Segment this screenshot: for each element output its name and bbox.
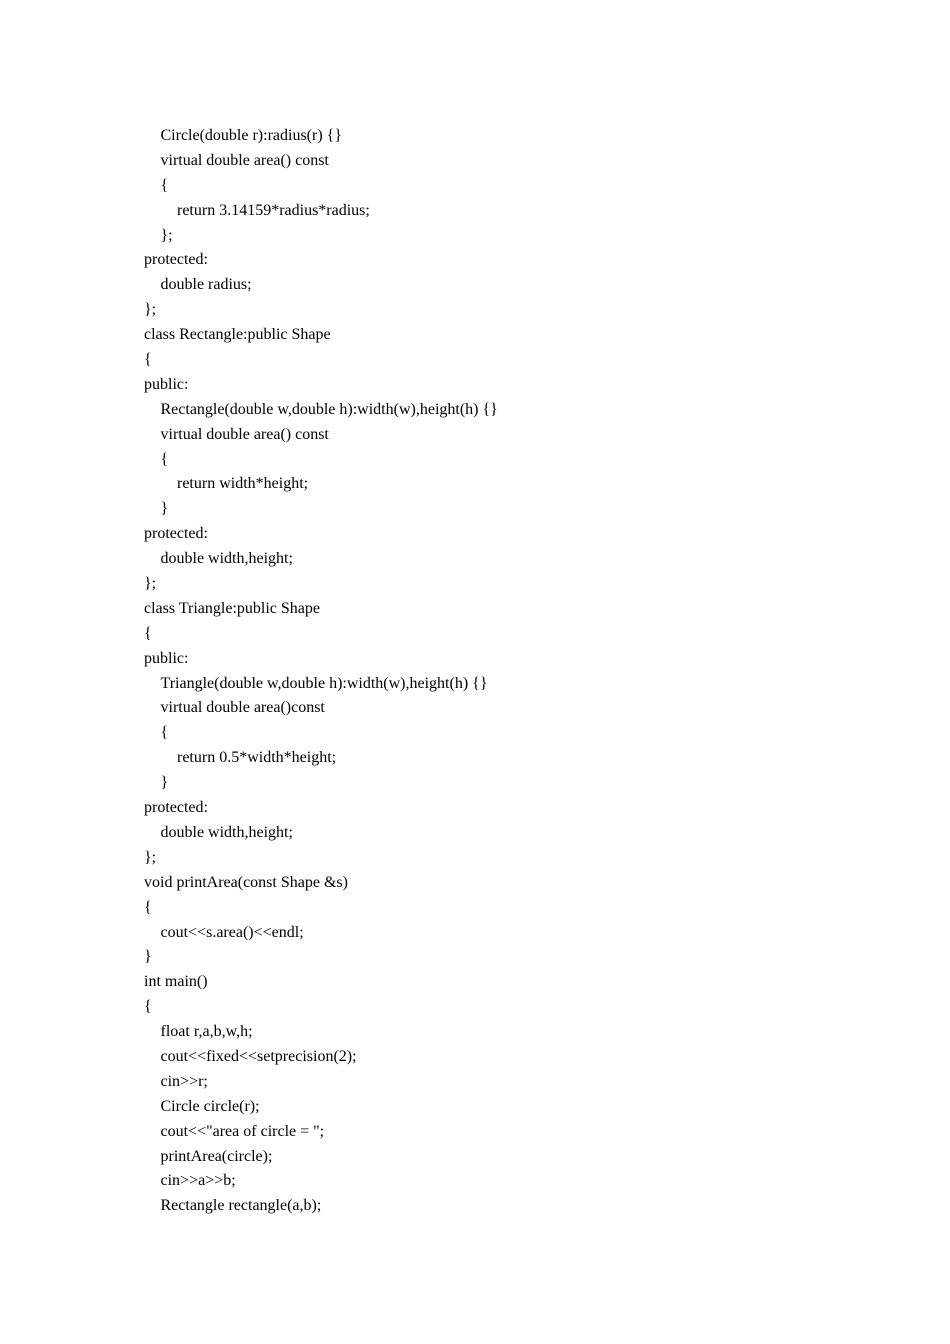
- code-line: {: [144, 624, 152, 642]
- code-line: virtual double area() const: [160, 151, 329, 169]
- code-line: protected:: [144, 525, 208, 543]
- code-line: public:: [144, 375, 189, 393]
- code-line: {: [160, 176, 169, 194]
- code-line: class Triangle:public Shape: [144, 599, 320, 617]
- code-line: int main(): [144, 973, 208, 991]
- code-line: double width,height;: [160, 823, 293, 841]
- code-line: {: [144, 898, 152, 916]
- code-line: {: [160, 450, 169, 468]
- code-line: };: [144, 848, 157, 866]
- code-line: cout<<s.area()<<endl;: [160, 923, 304, 941]
- code-line: }: [144, 948, 152, 966]
- code-line: cin>>a>>b;: [160, 1172, 236, 1190]
- code-line: Triangle(double w,double h):width(w),height(h) {}: [160, 674, 488, 692]
- code-line: return 0.5*width*height;: [177, 749, 337, 767]
- code-line: };: [144, 575, 157, 593]
- code-line: printArea(circle);: [160, 1147, 273, 1165]
- code-line: };: [160, 226, 173, 244]
- code-line: protected:: [144, 799, 208, 817]
- code-line: protected:: [144, 251, 208, 269]
- code-line: {: [160, 724, 169, 742]
- code-line: };: [144, 301, 157, 319]
- code-line: class Rectangle:public Shape: [144, 326, 331, 344]
- code-line: }: [160, 774, 169, 792]
- code-listing: [144, 124, 498, 1219]
- code-line: {: [144, 998, 152, 1016]
- code-line: cout<<fixed<<setprecision(2);: [160, 1047, 357, 1065]
- code-line: double width,height;: [160, 550, 293, 568]
- code-line: double radius;: [160, 276, 252, 294]
- code-line: {: [144, 351, 152, 369]
- code-line: cout<<"area of circle = ";: [160, 1122, 325, 1140]
- code-line: public:: [144, 649, 189, 667]
- code-line: Circle circle(r);: [160, 1097, 260, 1115]
- code-line: }: [160, 500, 169, 518]
- code-line: Rectangle rectangle(a,b);: [160, 1197, 322, 1215]
- code-line: void printArea(const Shape &s): [144, 873, 348, 891]
- code-line: Circle(double r):radius(r) {}: [160, 127, 343, 144]
- code-line: virtual double area() const: [160, 425, 329, 443]
- code-line: return 3.14159*radius*radius;: [177, 201, 370, 219]
- code-line: cin>>r;: [160, 1072, 208, 1090]
- code-line: return width*height;: [177, 475, 309, 493]
- code-line: Rectangle(double w,double h):width(w),height(h) {}: [160, 400, 498, 418]
- code-line: virtual double area()const: [160, 699, 325, 717]
- code-line: float r,a,b,w,h;: [160, 1023, 253, 1041]
